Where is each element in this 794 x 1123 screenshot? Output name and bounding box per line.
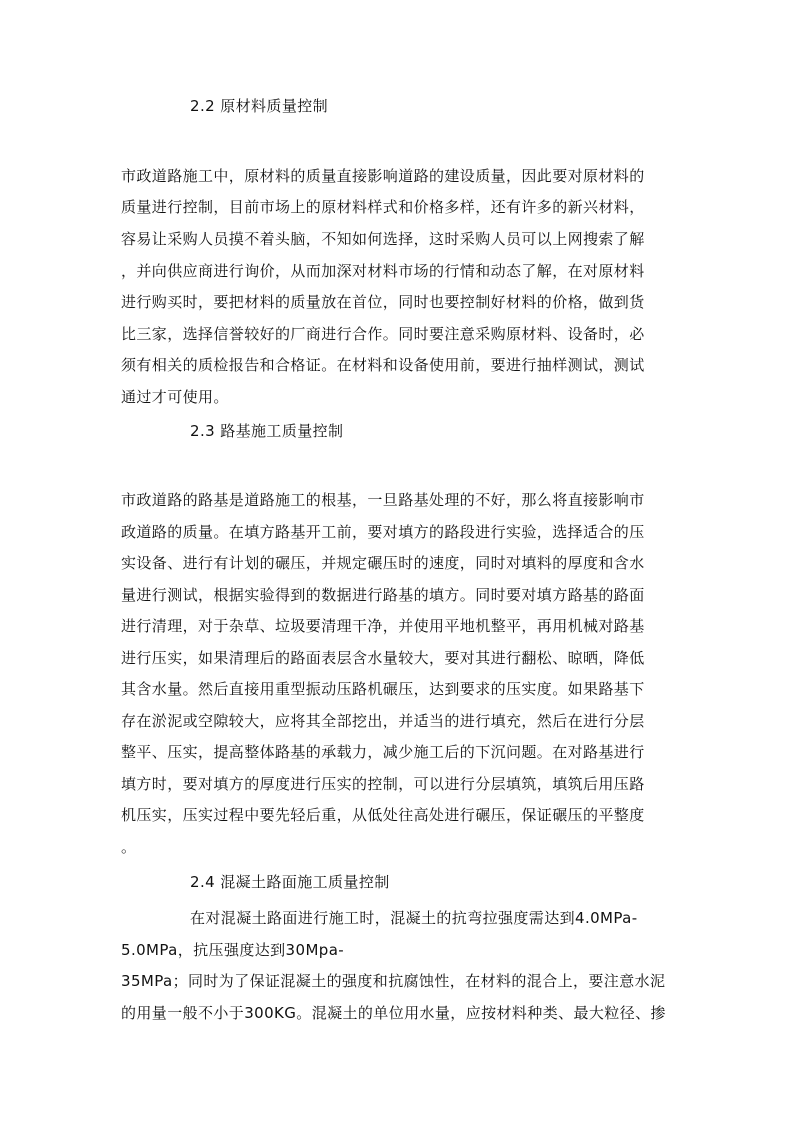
paragraph-line: 市政道路的路基是道路施工的根基，一旦路基处理的不好，那么将直接影响市 <box>121 491 645 509</box>
paragraph-line: 填方时，要对填方的厚度进行压实的控制，可以进行分层填筑，填筑后用压路 <box>121 775 645 793</box>
paragraph-line: 进行压实，如果清理后的路面表层含水量较大，要对其进行翻松、晾晒，降低 <box>121 649 645 667</box>
paragraph-line: 市政道路施工中，原材料的质量直接影响道路的建设质量，因此要对原材料的 <box>121 167 645 185</box>
paragraph-line: 其含水量。然后直接用重型振动压路机碾压，达到要求的压实度。如果路基下 <box>121 680 645 698</box>
paragraph-line: 整平、压实，提高整体路基的承载力，减少施工后的下沉问题。在对路基进行 <box>121 743 645 761</box>
paragraph-line: 进行清理，对于杂草、垃圾要清理干净，并使用平地机整平，再用机械对路基 <box>121 617 645 635</box>
paragraph-line: 35MPa；同时为了保证混凝土的强度和抗腐蚀性，在材料的混合上，要注意水泥 <box>121 972 666 990</box>
section-heading: 2.2 原材料质量控制 <box>190 97 329 115</box>
paragraph-line: 进行购买时，要把材料的质量放在首位，同时也要控制好材料的价格，做到货 <box>121 293 645 311</box>
paragraph-line: 5.0MPa，抗压强度达到30Mpa- <box>121 941 345 959</box>
paragraph-line: 的用量一般不小于300KG。混凝土的单位用水量，应按材料种类、最大粒径、掺 <box>121 1004 666 1022</box>
paragraph-line: 机压实，压实过程中要先轻后重，从低处往高处进行碾压，保证碾压的平整度 <box>121 806 645 824</box>
paragraph-line: 实设备、进行有计划的碾压，并规定碾压时的速度，同时对填料的厚度和含水 <box>121 554 645 572</box>
paragraph-line: ，并向供应商进行询价，从而加深对材料市场的行情和动态了解，在对原材料 <box>121 262 645 280</box>
paragraph-line: 容易让采购人员摸不着头脑，不知如何选择，这时采购人员可以上网搜索了解 <box>121 230 645 248</box>
paragraph-line: 。 <box>121 838 137 856</box>
paragraph-line: 通过才可使用。 <box>121 388 229 406</box>
paragraph-line: 须有相关的质检报告和合格证。在材料和设备使用前，要进行抽样测试，测试 <box>121 356 645 374</box>
section-heading: 2.4 混凝土路面施工质量控制 <box>190 873 390 891</box>
paragraph-line: 比三家，选择信誉较好的厂商进行合作。同时要注意采购原材料、设备时，必 <box>121 325 645 343</box>
paragraph-line: 质量进行控制，目前市场上的原材料样式和价格多样，还有许多的新兴材料， <box>121 198 645 216</box>
section-heading: 2.3 路基施工质量控制 <box>190 422 344 440</box>
paragraph-line: 在对混凝土路面进行施工时，混凝土的抗弯拉强度需达到4.0MPa- <box>190 909 638 927</box>
paragraph-line: 量进行测试，根据实验得到的数据进行路基的填方。同时要对填方路基的路面 <box>121 586 645 604</box>
paragraph-line: 存在淤泥或空隙较大，应将其全部挖出，并适当的进行填充，然后在进行分层 <box>121 712 645 730</box>
paragraph-line: 政道路的质量。在填方路基开工前，要对填方的路段进行实验，选择适合的压 <box>121 523 645 541</box>
